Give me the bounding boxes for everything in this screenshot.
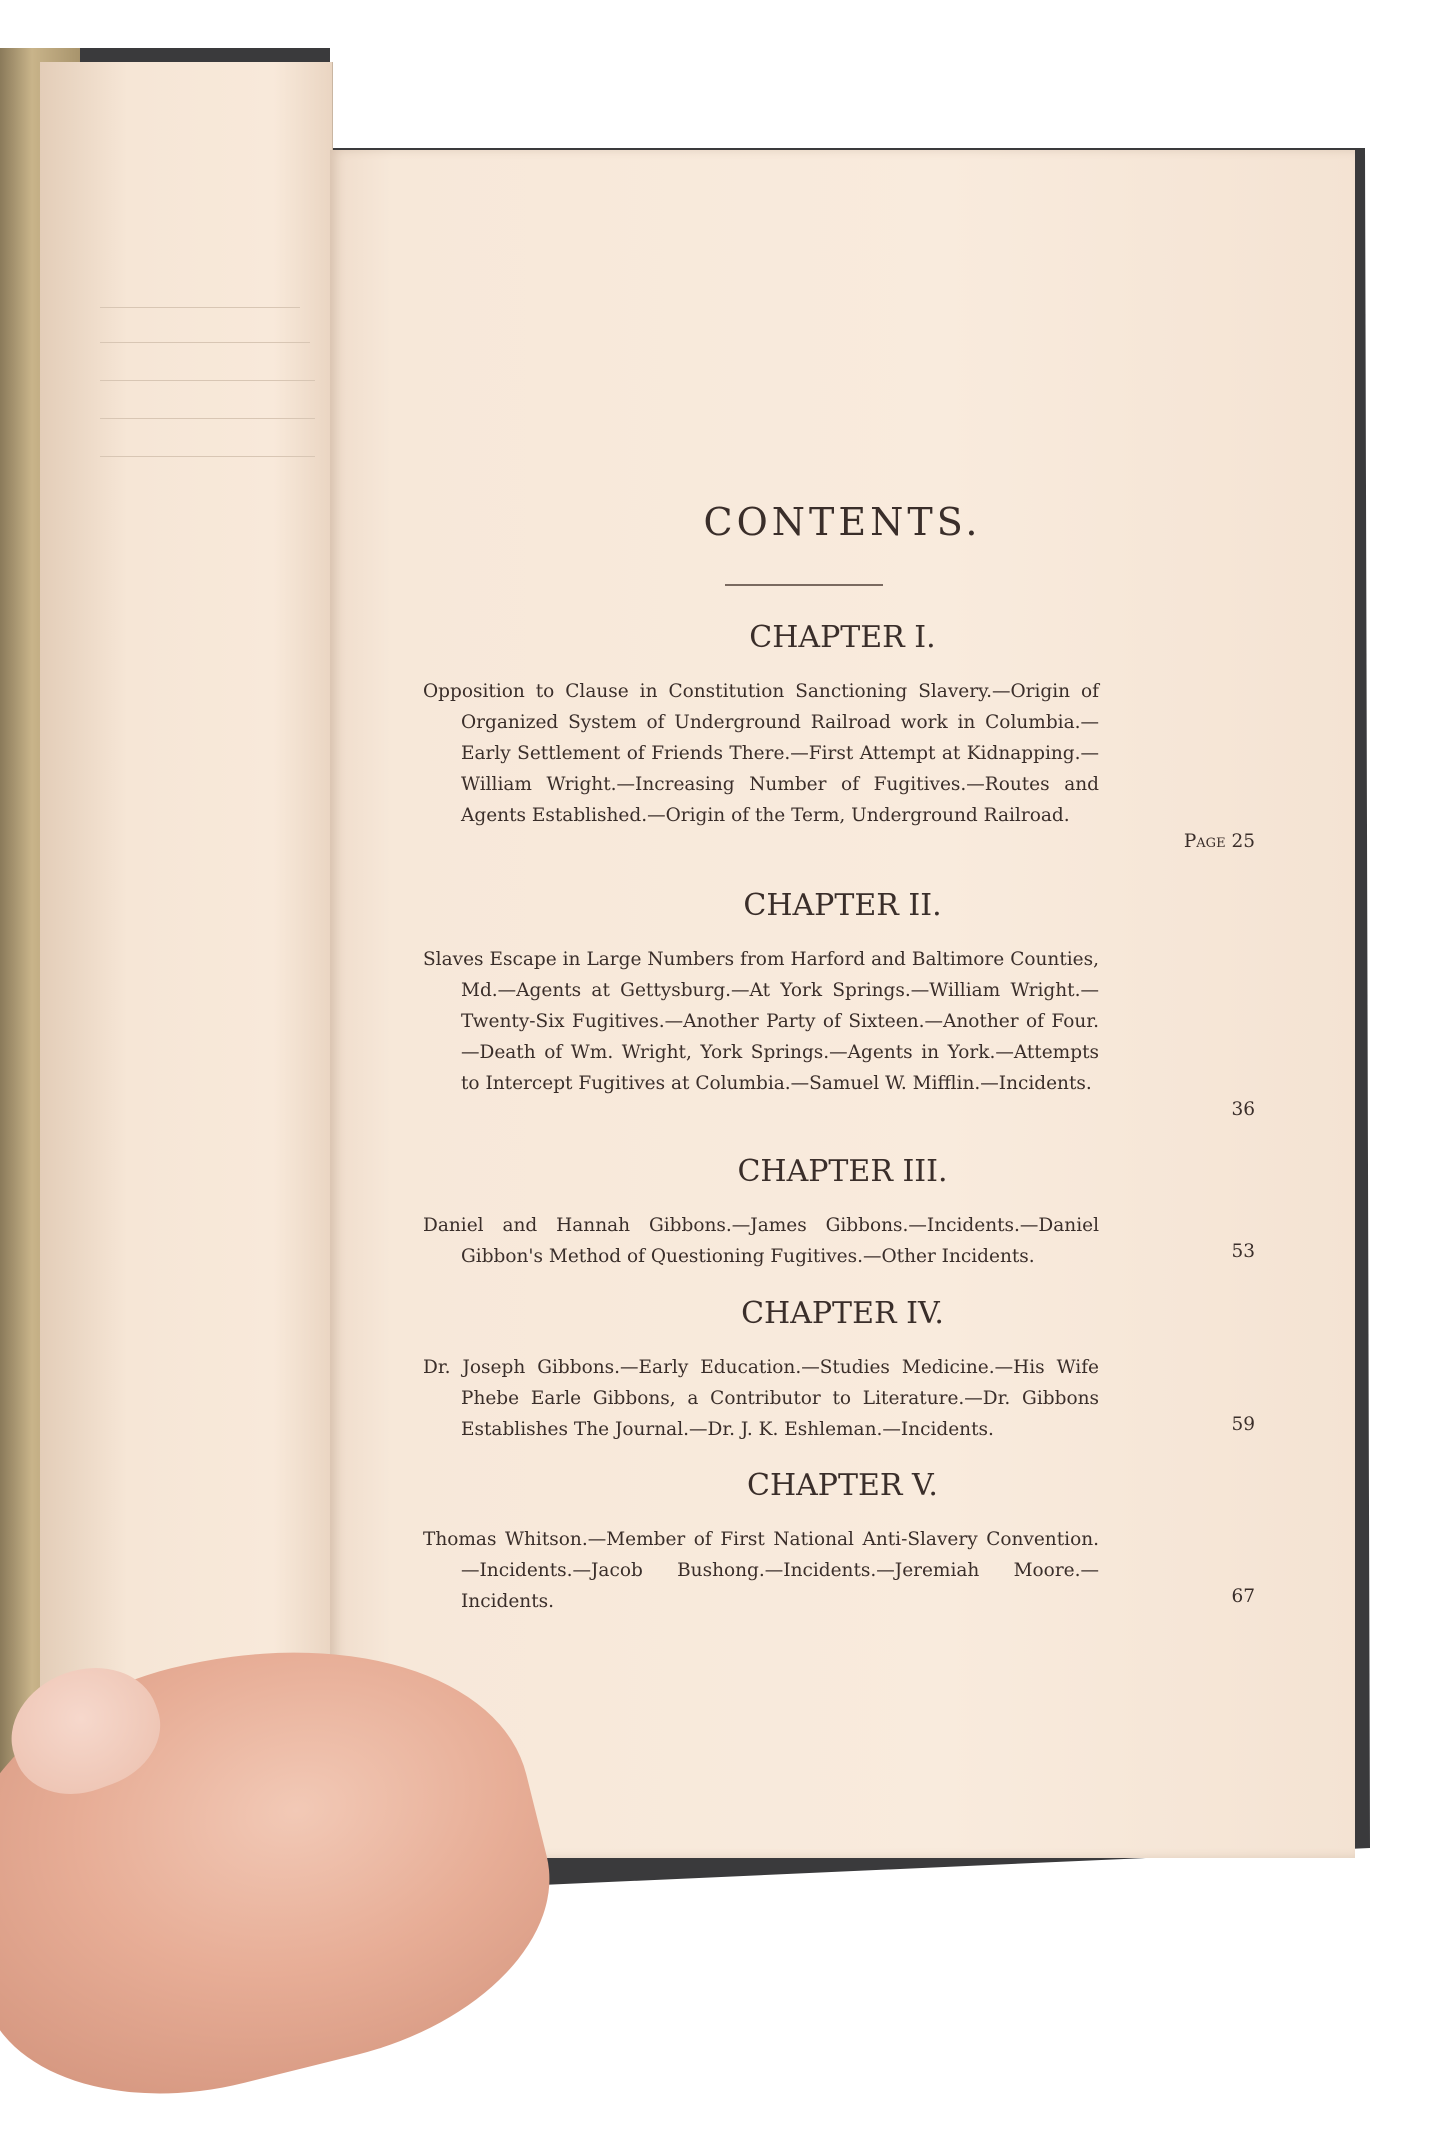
- title-rule: [725, 584, 883, 586]
- chapter-summary-2: [423, 944, 1099, 1099]
- chapter-page-3: 53: [1231, 1241, 1255, 1262]
- chapter-summary-5: [423, 1524, 1099, 1617]
- chapter-summary-text: Daniel and Hannah Gibbons.—James Gibbons.—Incidents.—Daniel Gibbon's Method of Questioning Fugitives.—Other Incidents.: [423, 1215, 1099, 1267]
- chapter-summary-text: Opposition to Clause in Constitution Sanctioning Slavery.—Origin of Organized System of Underground Railroad work in Columbia.—Early Settlement of Friends There.—First Attempt at Kidnapping.—William Wright.—Increasing Number of Fugitives.—Routes and Agents Established.—Origin of the Term, Underground Railroad.: [423, 681, 1099, 826]
- chapter-page-4: 59: [1231, 1414, 1255, 1435]
- ghost-line: [100, 342, 310, 343]
- chapter-heading-1: CHAPTER I.: [749, 620, 936, 655]
- chapter-summary-3: [423, 1210, 1099, 1272]
- ghost-line: [100, 418, 315, 419]
- ghost-line: [100, 456, 315, 457]
- chapter-page-2: 36: [1231, 1099, 1255, 1120]
- page-title: CONTENTS.: [703, 500, 982, 544]
- chapter-heading-5: CHAPTER V.: [747, 1468, 938, 1503]
- chapter-heading-2: CHAPTER II.: [743, 888, 942, 923]
- page-number: 25: [1231, 831, 1255, 852]
- chapter-heading-4: CHAPTER IV.: [741, 1296, 944, 1331]
- chapter-summary-4: [423, 1352, 1099, 1445]
- chapter-heading-3: CHAPTER III.: [737, 1154, 948, 1189]
- ghost-line: [100, 307, 300, 308]
- chapter-summary-text: Slaves Escape in Large Numbers from Harford and Baltimore Counties, Md.—Agents at Gettysburg.—At York Springs.—William Wright.—Twenty-Six Fugitives.—Another Party of Sixteen.—Another of Four.—Death of Wm. Wright, York Springs.—Agents in York.—Attempts to Intercept Fugitives at Columbia.—Samuel W. Mifflin.—Incidents.: [423, 949, 1099, 1094]
- chapter-page-1: [1184, 831, 1255, 852]
- page-label: Page: [1183, 831, 1226, 852]
- left-page: [40, 62, 333, 1862]
- ghost-line: [100, 380, 315, 381]
- chapter-summary-text: Thomas Whitson.—Member of First National Anti-Slavery Convention.—Incidents.—Jacob Bushong.—Incidents.—Jeremiah Moore.—Incidents.: [423, 1529, 1099, 1612]
- chapter-page-5: 67: [1231, 1586, 1255, 1607]
- chapter-summary-text: Dr. Joseph Gibbons.—Early Education.—Studies Medicine.—His Wife Phebe Earle Gibbons, a Contributor to Literature.—Dr. Gibbons Establishes The Journal.—Dr. J. K. Eshleman.—Incidents.: [423, 1357, 1099, 1440]
- contents-page: [330, 150, 1355, 1858]
- chapter-summary-1: [423, 676, 1099, 831]
